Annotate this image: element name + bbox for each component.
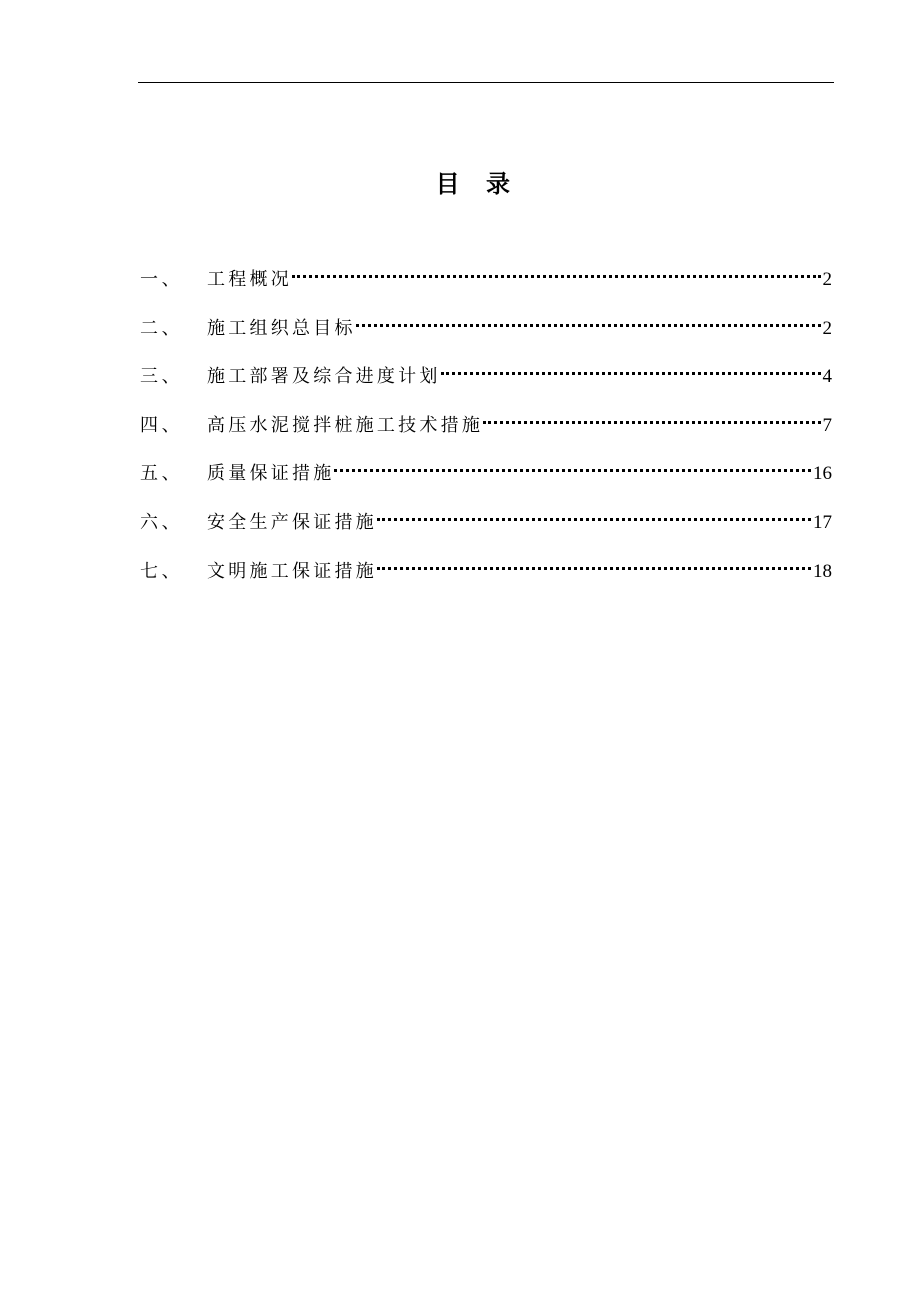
toc-entry-page: 17: [813, 511, 832, 533]
toc-entry-page: 2: [822, 269, 832, 290]
toc-entry-number: 五、: [140, 463, 184, 485]
toc-entry[interactable]: [140, 313, 832, 362]
toc-entry[interactable]: [140, 264, 832, 313]
toc-entry-label: 工程概况: [207, 269, 292, 290]
toc-entry-number: 四、: [140, 414, 184, 436]
toc-entry[interactable]: [140, 556, 832, 605]
toc-entry-label: 文明施工保证措施: [207, 560, 377, 582]
toc-entry-page: 7: [822, 414, 832, 436]
toc-entry-number: 三、: [140, 366, 184, 388]
toc-entry-label: 施工部署及综合进度计划: [207, 366, 441, 388]
toc-entry[interactable]: [140, 410, 832, 459]
toc-entry-number: 六、: [140, 511, 184, 533]
toc-entry[interactable]: [140, 361, 832, 410]
toc-entry-number: 一、: [140, 269, 184, 290]
toc-leader-dots: [334, 469, 811, 472]
toc-entry-page: 16: [813, 463, 832, 485]
toc-title: 目录: [435, 169, 537, 198]
toc-entry-number: 七、: [140, 560, 184, 582]
toc-entry-label: 安全生产保证措施: [207, 511, 377, 533]
toc-entry-page: 18: [813, 560, 832, 582]
toc-entry-label: 高压水泥搅拌桩施工技术措施: [207, 414, 484, 436]
toc-entry[interactable]: [140, 458, 832, 507]
toc-entry-number: 二、: [140, 317, 184, 339]
toc-leader-dots: [441, 372, 821, 375]
toc-leader-dots: [377, 567, 811, 570]
toc-leader-dots: [483, 421, 820, 424]
toc-leader-dots: [292, 275, 821, 278]
header-rule: [138, 82, 834, 83]
toc-list: [140, 264, 832, 604]
toc-entry[interactable]: [140, 507, 832, 556]
toc-entry-label: 质量保证措施: [207, 463, 335, 485]
toc-leader-dots: [356, 324, 821, 327]
toc-leader-dots: [377, 518, 811, 521]
toc-entry-page: 2: [822, 317, 832, 339]
toc-entry-label: 施工组织总目标: [207, 317, 356, 339]
toc-entry-page: 4: [822, 366, 832, 388]
